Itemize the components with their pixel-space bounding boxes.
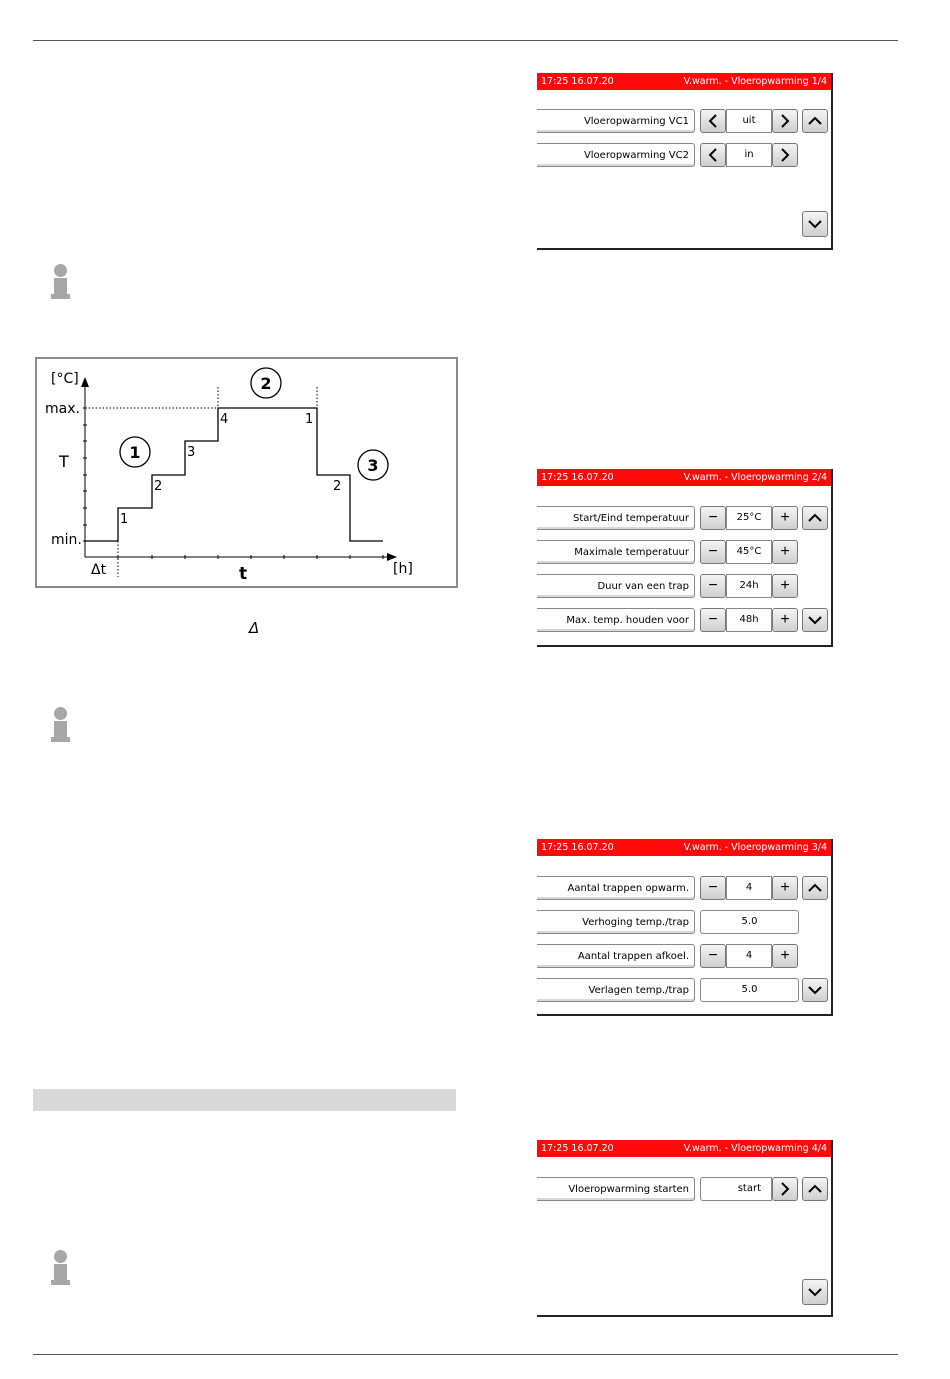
setting-value-field[interactable]: 5.0 (700, 978, 799, 1002)
screen-title: V.warm. - Vloeropwarming 4/4 (683, 1143, 827, 1154)
chevron-up-icon (808, 883, 822, 893)
scroll-down-button[interactable] (802, 608, 828, 632)
cool-step-label: 1 (305, 412, 314, 427)
chevron-up-icon (808, 513, 822, 523)
cool-step-label: 2 (333, 479, 342, 494)
decrease-button[interactable]: − (700, 876, 726, 900)
top-rule (33, 40, 898, 41)
screen-title: V.warm. - Vloeropwarming 1/4 (683, 76, 827, 87)
x-unit-label: [h] (393, 561, 413, 577)
setting-value: 24h (726, 574, 772, 598)
increase-button[interactable]: + (772, 944, 798, 968)
next-option-button[interactable] (772, 1177, 798, 1201)
clock-time: 17:25 16.07.20 (541, 76, 614, 87)
decrease-button[interactable]: − (700, 944, 726, 968)
clock-time: 17:25 16.07.20 (541, 472, 614, 483)
scroll-up-button[interactable] (802, 876, 828, 900)
phase-number: 3 (367, 456, 379, 475)
diagram-svg (37, 359, 456, 586)
chevron-down-icon (808, 615, 822, 625)
setting-value: 4 (726, 876, 772, 900)
section-heading-bar (33, 1089, 456, 1111)
setting-label: Verlagen temp./trap (537, 978, 695, 1002)
decrease-button[interactable]: − (700, 574, 726, 598)
setting-label: Aantal trappen opwarm. (537, 876, 695, 900)
screen-floor-heating-3 (537, 839, 833, 1016)
screen-floor-heating-4 (537, 1140, 833, 1317)
chevron-up-icon (808, 116, 822, 126)
heat-step-label: 1 (120, 512, 129, 527)
decrease-button[interactable]: − (700, 608, 726, 632)
setting-value: 25°C (726, 506, 772, 530)
next-option-button[interactable] (772, 143, 798, 167)
info-icon (51, 1250, 71, 1288)
chevron-up-icon (808, 1184, 822, 1194)
setting-value: 45°C (726, 540, 772, 564)
start-value: start (737, 1183, 761, 1194)
scroll-up-button[interactable] (802, 1177, 828, 1201)
setting-value-field[interactable]: 5.0 (700, 910, 799, 934)
phase-number: 2 (260, 374, 272, 393)
setting-value: uit (726, 109, 772, 133)
scroll-up-button[interactable] (802, 506, 828, 530)
heat-step-label: 4 (220, 412, 229, 427)
phase-number: 1 (129, 443, 141, 462)
info-icon (51, 264, 71, 302)
setting-label: Duur van een trap (537, 574, 695, 598)
x-axis-letter: t (239, 564, 248, 584)
previous-option-button[interactable] (700, 109, 726, 133)
y-unit-label: [°C] (51, 371, 79, 387)
scroll-down-button[interactable] (802, 978, 828, 1002)
setting-label: Max. temp. houden voor (537, 608, 695, 632)
increase-button[interactable]: + (772, 876, 798, 900)
setting-label: Vloeropwarming VC2 (537, 143, 695, 167)
setting-label: Start/Eind temperatuur (537, 506, 695, 530)
y-axis-arrow (81, 377, 89, 387)
setting-value: in (726, 143, 772, 167)
min-label: min. (51, 532, 82, 548)
chevron-down-icon (808, 985, 822, 995)
screen-floor-heating-2 (537, 469, 833, 647)
status-header (537, 1140, 831, 1157)
next-option-button[interactable] (772, 109, 798, 133)
setting-label: Vloeropwarming VC1 (537, 109, 695, 133)
setting-value (700, 1177, 772, 1201)
status-header (537, 469, 831, 486)
clock-time: 17:25 16.07.20 (541, 1143, 614, 1154)
chevron-down-icon (808, 1287, 822, 1297)
decrease-button[interactable]: − (700, 540, 726, 564)
delta-t-label: Δt (91, 562, 107, 578)
screen-title: V.warm. - Vloeropwarming 3/4 (683, 842, 827, 853)
heat-step-label: 3 (187, 445, 196, 460)
bottom-rule (33, 1354, 898, 1355)
setting-label: Vloeropwarming starten (537, 1177, 695, 1201)
x-axis-arrow (387, 553, 397, 561)
floor-heating-diagram (35, 357, 458, 588)
chevron-left-icon (708, 148, 718, 162)
chevron-down-icon (808, 219, 822, 229)
scroll-down-button[interactable] (802, 1279, 828, 1305)
status-header (537, 73, 831, 90)
decrease-button[interactable]: − (700, 506, 726, 530)
y-axis-letter: T (59, 452, 69, 471)
scroll-down-button[interactable] (802, 211, 828, 237)
increase-button[interactable]: + (772, 506, 798, 530)
temperature-step-curve (85, 408, 383, 541)
increase-button[interactable]: + (772, 574, 798, 598)
setting-label: Aantal trappen afkoel. (537, 944, 695, 968)
increase-button[interactable]: + (772, 608, 798, 632)
chevron-right-icon (780, 114, 790, 128)
info-icon (51, 707, 71, 745)
chevron-right-icon (780, 148, 790, 162)
chevron-left-icon (708, 114, 718, 128)
chevron-right-icon (780, 1182, 790, 1196)
setting-value: 4 (726, 944, 772, 968)
screen-title: V.warm. - Vloeropwarming 2/4 (683, 472, 827, 483)
screen-floor-heating-1 (537, 73, 833, 250)
previous-option-button[interactable] (700, 143, 726, 167)
clock-time: 17:25 16.07.20 (541, 842, 614, 853)
setting-label: Verhoging temp./trap (537, 910, 695, 934)
max-label: max. (45, 401, 80, 417)
scroll-up-button[interactable] (802, 109, 828, 133)
setting-label: Maximale temperatuur (537, 540, 695, 564)
heat-step-label: 2 (154, 479, 163, 494)
status-header (537, 839, 831, 856)
caption-delta-symbol: Δ (249, 619, 260, 637)
setting-value: 48h (726, 608, 772, 632)
increase-button[interactable]: + (772, 540, 798, 564)
